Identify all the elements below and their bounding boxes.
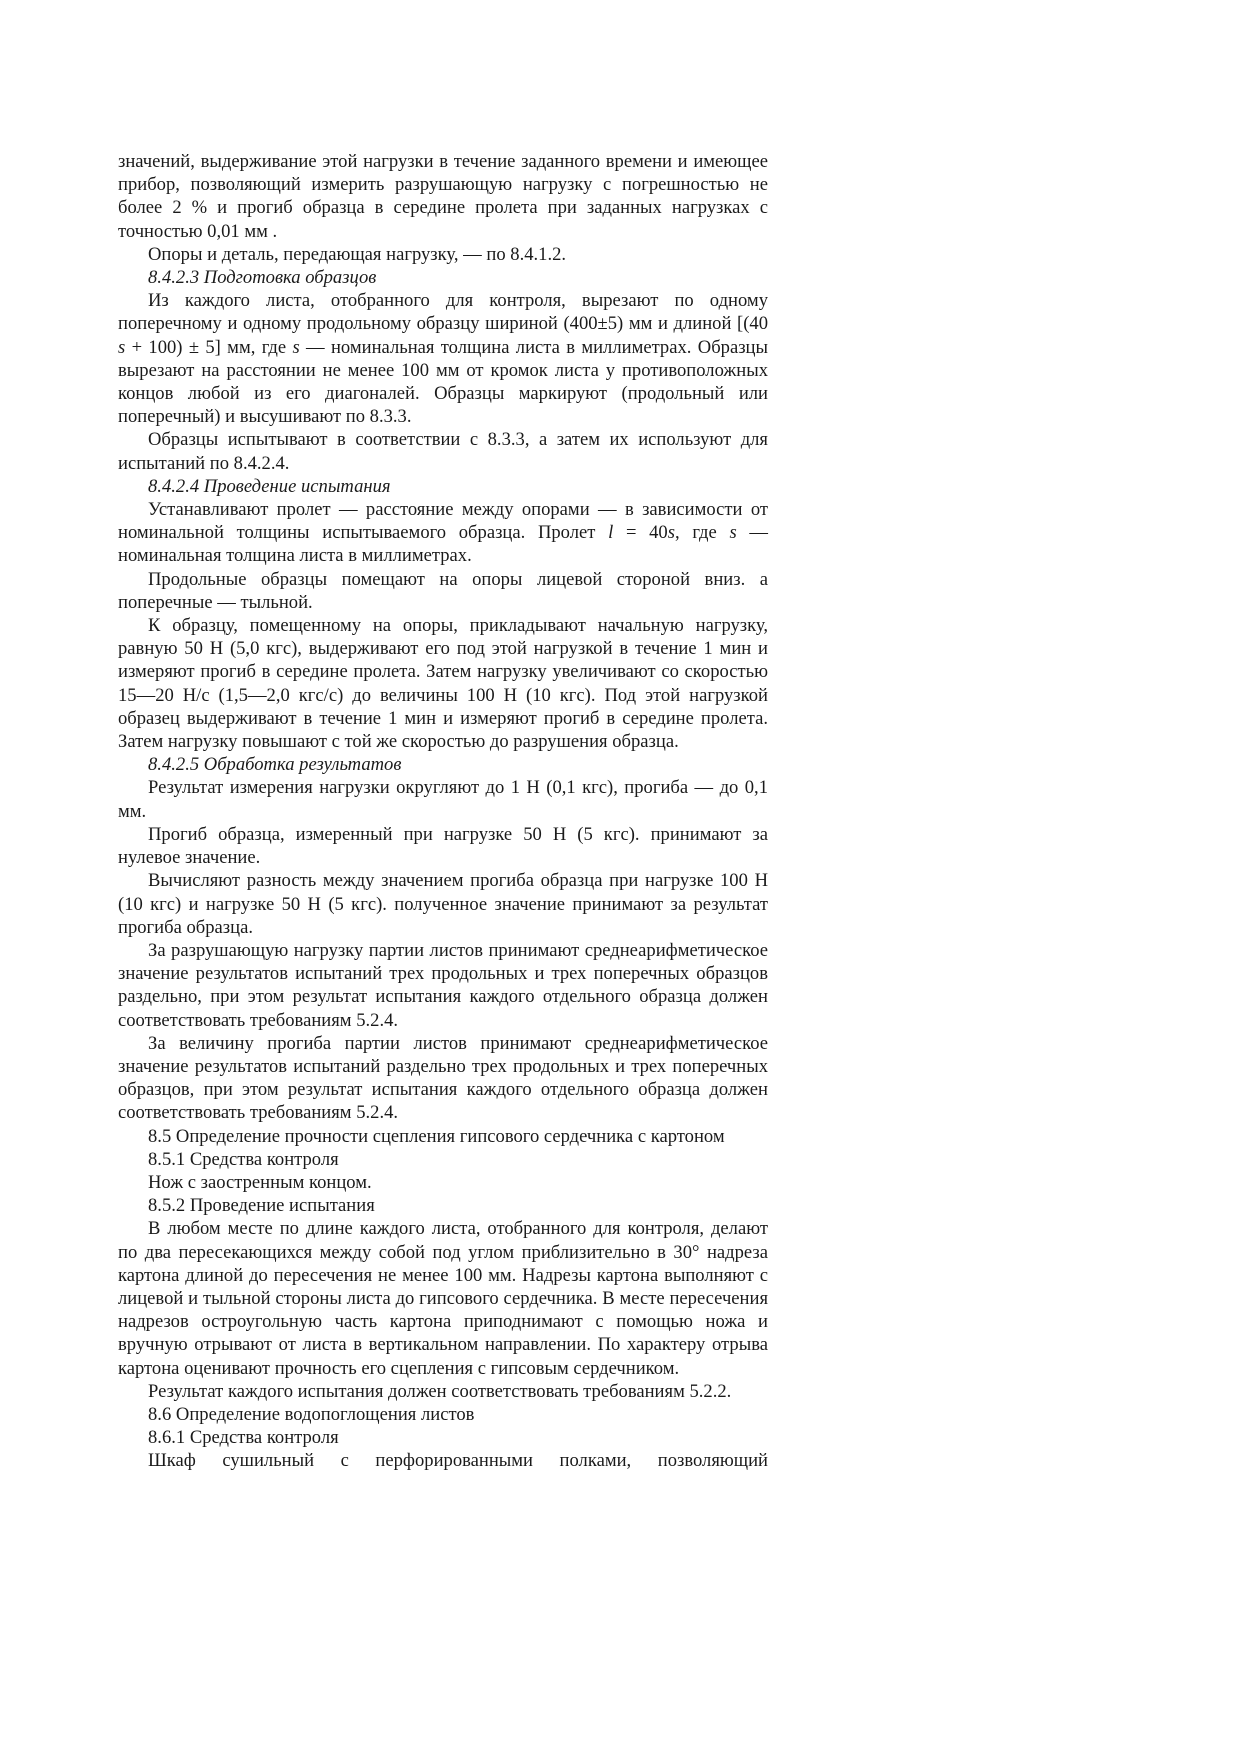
paragraph: Результат каждого испытания должен соответствовать требованиям 5.2.2. [148,1380,732,1402]
paragraph: В любом месте по длине каждого листа, отобранного для контроля, делают по два пересекающихся между собой под углом приблизительно в 30° надреза картона длиной до пересечения не менее 100 мм. Надрезы картона выполняют с лицевой и тыльной стороны листа до гипсового сердечника. В месте пересечения надрезов остроугольную часть картона приподнимают с помощью ножа и вручную отрывают от листа в вертикальном направлении. По характеру отрыва картона оценивают прочность его сцепления с гипсовым сердечником. [118,1218,768,1379]
variable-l: l [608,522,614,544]
subsection-heading: 8.6.1 Средства контроля [148,1427,339,1449]
paragraph: значений, выдерживание этой нагрузки в течение заданного времени и имеющее прибор, позволяющий измерить разрушающую нагрузку с погрешностью не более 2 % и прогиб образца в середине пролета при заданных нагрузках с точностью 0,01 мм . [118,151,768,242]
paragraph: Вычисляют разность между значением прогиба образца при нагрузке 100 Н (10 кгс) и нагрузке 50 Н (5 кгс). полученное значение принимают за результат прогиба образца. [118,870,768,938]
paragraph: Шкаф сушильный с перфорированными полками, позволяющий [148,1450,768,1472]
paragraph: К образцу, помещенному на опоры, прикладывают начальную нагрузку, равную 50 Н (5,0 кгс), выдерживают его под этой нагрузкой в течение 1 мин и измеряют прогиб в середине пролета. Затем нагрузку увеличивают со скоростью 15—20 Н/с (1,5—2,0 кгс/с) до величины 100 Н (10 кгс). Под этой нагрузкой образец выдерживают в течение 1 мин и измеряют прогиб в середине пролета. Затем нагрузку повышают с той же скоростью до разрушения образца. [118,615,768,753]
paragraph: За разрушающую нагрузку партии листов принимают среднеарифметическое значение результатов испытаний трех продольных и трех поперечных образцов раздельно, при этом результат испытания каждого отдельного образца должен соответствовать требованиям 5.2.4. [118,939,768,1031]
paragraph: Результат измерения нагрузки округляют до 1 Н (0,1 кгс), прогиба — до 0,1 мм. [118,777,768,822]
paragraph: Образцы испытывают в соответствии с 8.3.3, а затем их используют для испытаний по 8.4.2.4. [118,429,768,474]
paragraph: Продольные образцы помещают на опоры лицевой стороной вниз. а поперечные — тыльной. [118,568,768,613]
variable-s: s [118,336,126,358]
subsection-heading: 8.5.1 Средства контроля [148,1148,339,1170]
variable-s: s [667,522,675,544]
paragraph: Устанавливают пролет — расстояние между опорами — в зависимости от номинальной толщины испытываемого образца. Пролет l = 40s, где s — номинальная толщина листа в миллиметрах. [118,499,768,567]
paragraph: Опоры и деталь, передающая нагрузку, — по 8.4.1.2. [148,243,567,265]
variable-s: s [729,522,737,544]
paragraph: Из каждого листа, отобранного для контроля, вырезают по одному поперечному и одному продольному образцу шириной (400±5) мм и длиной [(40 s + 100) ± 5] мм, где s — номинальная толщина листа в миллиметрах. Образцы вырезают на расстоянии не менее 100 мм от кромок листа у противоположных концов любой из его диагоналей. Образцы маркируют (продольный или поперечный) и высушивают по 8.3.3. [118,290,768,428]
variable-s: s [292,336,300,358]
section-heading: 8.6 Определение водопоглощения листов [148,1403,475,1425]
document-page [118,150,768,1473]
section-heading: 8.5 Определение прочности сцепления гипсового сердечника с картоном [148,1125,725,1147]
paragraph: Нож с заостренным концом. [148,1171,372,1193]
subsection-heading: 8.4.2.4 Проведение испытания [148,475,391,497]
subsection-heading: 8.4.2.3 Подготовка образцов [148,267,377,289]
paragraph: За величину прогиба партии листов принимают среднеарифметическое значение результатов испытаний раздельно трех продольных и трех поперечных образцов, при этом результат испытания каждого отдельного образца должен соответствовать требованиям 5.2.4. [118,1032,768,1124]
subsection-heading: 8.5.2 Проведение испытания [148,1195,375,1217]
paragraph: Прогиб образца, измеренный при нагрузке 50 Н (5 кгс). принимают за нулевое значение. [118,823,768,869]
subsection-heading: 8.4.2.5 Обработка результатов [148,754,402,776]
